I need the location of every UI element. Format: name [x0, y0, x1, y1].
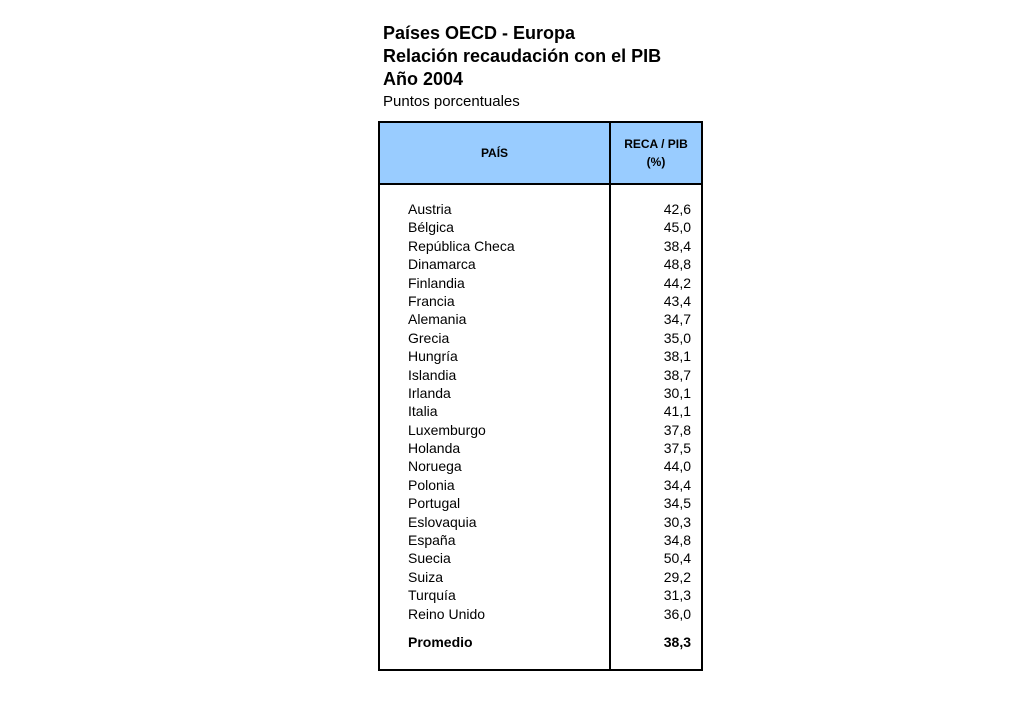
country-cell: Alemania [408, 311, 467, 328]
value-cell: 38,1 [663, 348, 691, 365]
value-cell: 35,0 [663, 329, 691, 346]
average-value: 38,3 [663, 634, 691, 650]
table-row [380, 457, 701, 475]
country-cell: Dinamarca [408, 256, 476, 273]
table-row [380, 347, 701, 365]
value-cell: 48,8 [663, 256, 691, 273]
value-cell: 41,1 [663, 403, 691, 420]
country-cell: Francia [408, 292, 455, 309]
country-cell: República Checa [408, 237, 515, 254]
country-cell: Hungría [408, 348, 458, 365]
table-row [380, 384, 701, 402]
country-cell: España [408, 532, 456, 549]
country-cell: Eslovaquia [408, 513, 477, 530]
table-row [380, 586, 701, 604]
header-value-line-1: RECA / PIB [624, 137, 688, 151]
value-cell: 30,1 [663, 384, 691, 401]
country-cell: Grecia [408, 329, 450, 346]
average-label: Promedio [408, 634, 473, 650]
value-cell: 29,2 [663, 568, 691, 585]
table-row [380, 237, 701, 255]
value-cell: 36,0 [663, 605, 691, 622]
table-row [380, 605, 701, 623]
table-row [380, 329, 701, 347]
value-cell: 31,3 [663, 587, 691, 604]
header-value-line-2: (%) [646, 155, 666, 169]
value-cell: 34,4 [663, 476, 691, 493]
subtitle: Puntos porcentuales [383, 93, 520, 110]
country-cell: Finlandia [408, 274, 465, 291]
header-value [611, 123, 701, 183]
header-country: PAÍS [480, 146, 509, 160]
data-table [378, 121, 703, 671]
value-cell: 34,8 [663, 532, 691, 549]
value-cell: 44,0 [663, 458, 691, 475]
country-cell: Irlanda [408, 384, 451, 401]
country-cell: Luxemburgo [408, 421, 486, 438]
country-cell: Noruega [408, 458, 462, 475]
value-cell: 43,4 [663, 292, 691, 309]
value-cell: 45,0 [663, 219, 691, 236]
country-cell: Reino Unido [408, 605, 486, 622]
table-row [380, 310, 701, 328]
value-cell: 34,5 [663, 495, 691, 512]
table-row [380, 402, 701, 420]
table-header [380, 123, 701, 185]
country-cell: Italia [408, 403, 438, 420]
table-row [380, 531, 701, 549]
table-row [380, 292, 701, 310]
table-row [380, 421, 701, 439]
value-cell: 38,4 [663, 237, 691, 254]
value-cell: 42,6 [663, 201, 691, 217]
table-row [380, 200, 701, 218]
value-cell: 30,3 [663, 513, 691, 530]
table-body [380, 200, 701, 623]
table-row [380, 274, 701, 292]
title-line-2: Relación recaudación con el PIB [383, 46, 662, 66]
country-cell: Holanda [408, 440, 461, 457]
table-row [380, 494, 701, 512]
average-row [380, 632, 701, 652]
country-cell: Portugal [408, 495, 461, 512]
value-cell: 34,7 [663, 311, 691, 328]
table-row [380, 218, 701, 236]
value-cell: 37,8 [663, 421, 691, 438]
title-line-1: Países OECD - Europa [383, 23, 576, 43]
table-row [380, 255, 701, 273]
country-cell: Turquía [408, 587, 456, 604]
value-cell: 44,2 [663, 274, 691, 291]
table-row [380, 568, 701, 586]
title-block [383, 22, 661, 112]
country-cell: Suiza [408, 568, 444, 585]
country-cell: Suecia [408, 550, 451, 567]
table-row [380, 439, 701, 457]
country-cell: Polonia [408, 476, 455, 493]
value-cell: 37,5 [663, 440, 691, 457]
table-row [380, 513, 701, 531]
table-row [380, 476, 701, 494]
value-cell: 38,7 [663, 366, 691, 383]
title-line-3: Año 2004 [383, 69, 464, 89]
table-row [380, 549, 701, 567]
country-cell: Austria [408, 201, 452, 217]
value-cell: 50,4 [663, 550, 691, 567]
table-row [380, 366, 701, 384]
country-cell: Islandia [408, 366, 457, 383]
country-cell: Bélgica [408, 219, 454, 236]
